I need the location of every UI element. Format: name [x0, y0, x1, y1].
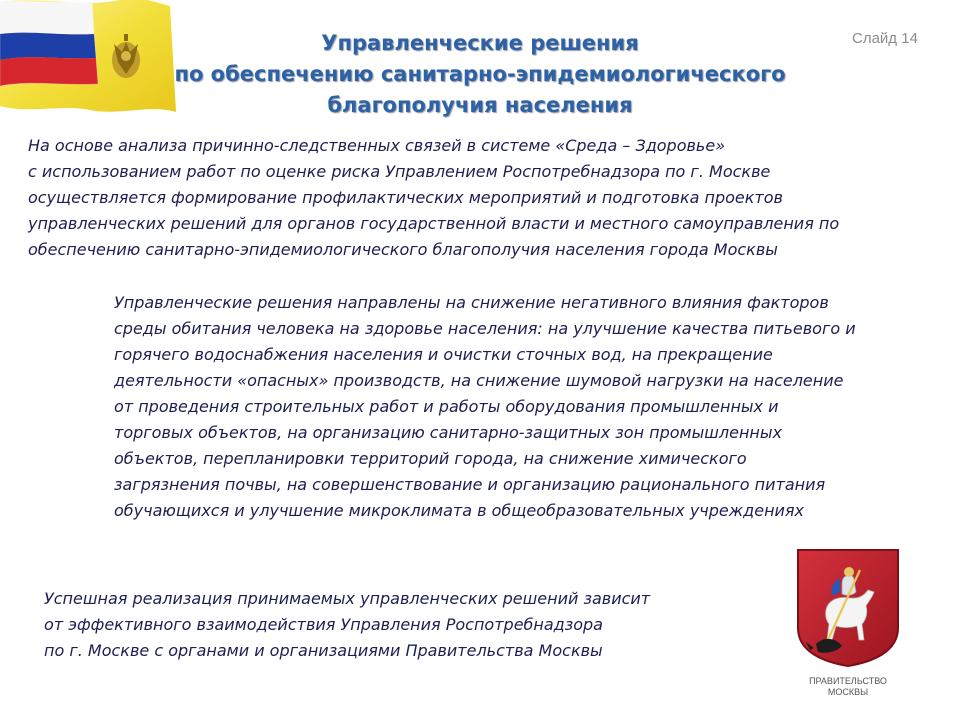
- text-line: от эффективного взаимодействия Управления Роспотребнадзора: [44, 615, 603, 634]
- title-line: благополучия населения: [327, 93, 633, 117]
- text-line: по г. Москве с органами и организациями Правительства Москвы: [44, 641, 603, 660]
- text-line: деятельности «опасных» производств, на снижение шумовой нагрузки на население: [114, 371, 844, 390]
- text-line: На основе анализа причинно-следственных связей в системе «Среда – Здоровье»: [28, 136, 726, 155]
- caption-line: ПРАВИТЕЛЬСТВО: [809, 676, 887, 686]
- text-line: от проведения строительных работ и работы оборудования промышленных и: [114, 397, 779, 416]
- text-line: горячего водоснабжения населения и очистки сточных вод, на прекращение: [114, 345, 773, 364]
- page-title: [160, 28, 800, 121]
- text-line: Успешная реализация принимаемых управленческих решений зависит: [44, 589, 651, 608]
- text-line: осуществляется формирование профилактических мероприятий и подготовка проектов: [28, 188, 783, 207]
- text-line: обеспечению санитарно-эпидемиологического благополучия населения города Москвы: [28, 240, 778, 259]
- coat-of-arms-caption: [790, 676, 906, 698]
- text-line: с использованием работ по оценке риска Управлением Роспотребнадзора по г. Москве: [28, 162, 771, 181]
- slide-number: Слайд 14: [852, 30, 918, 47]
- text-line: загрязнения почвы, на совершенствование и организацию рационального питания: [114, 475, 826, 494]
- decisions-paragraph: [114, 290, 856, 524]
- title-line: по обеспечению санитарно-эпидемиологического: [174, 62, 786, 86]
- text-line: Управленческие решения направлены на снижение негативного влияния факторов: [114, 293, 829, 312]
- text-line: управленческих решений для органов государственной власти и местного самоуправления по: [28, 214, 840, 233]
- text-line: среды обитания человека на здоровье населения: на улучшение качества питьевого и: [114, 319, 856, 338]
- title-line: Управленческие решения: [321, 31, 639, 55]
- text-line: объектов, перепланировки территорий города, на снижение химического: [114, 449, 747, 468]
- conclusion-paragraph: [44, 586, 650, 664]
- text-line: торговых объектов, на организацию санитарно-защитных зон промышленных: [114, 423, 782, 442]
- caption-line: МОСКВЫ: [827, 687, 869, 697]
- moscow-coat-of-arms-icon: [796, 548, 900, 668]
- intro-paragraph: [28, 133, 839, 263]
- text-line: обучающихся и улучшение микроклимата в общеобразовательных учреждениях: [114, 501, 805, 520]
- rospotrebnadzor-flag-icon: [0, 0, 176, 118]
